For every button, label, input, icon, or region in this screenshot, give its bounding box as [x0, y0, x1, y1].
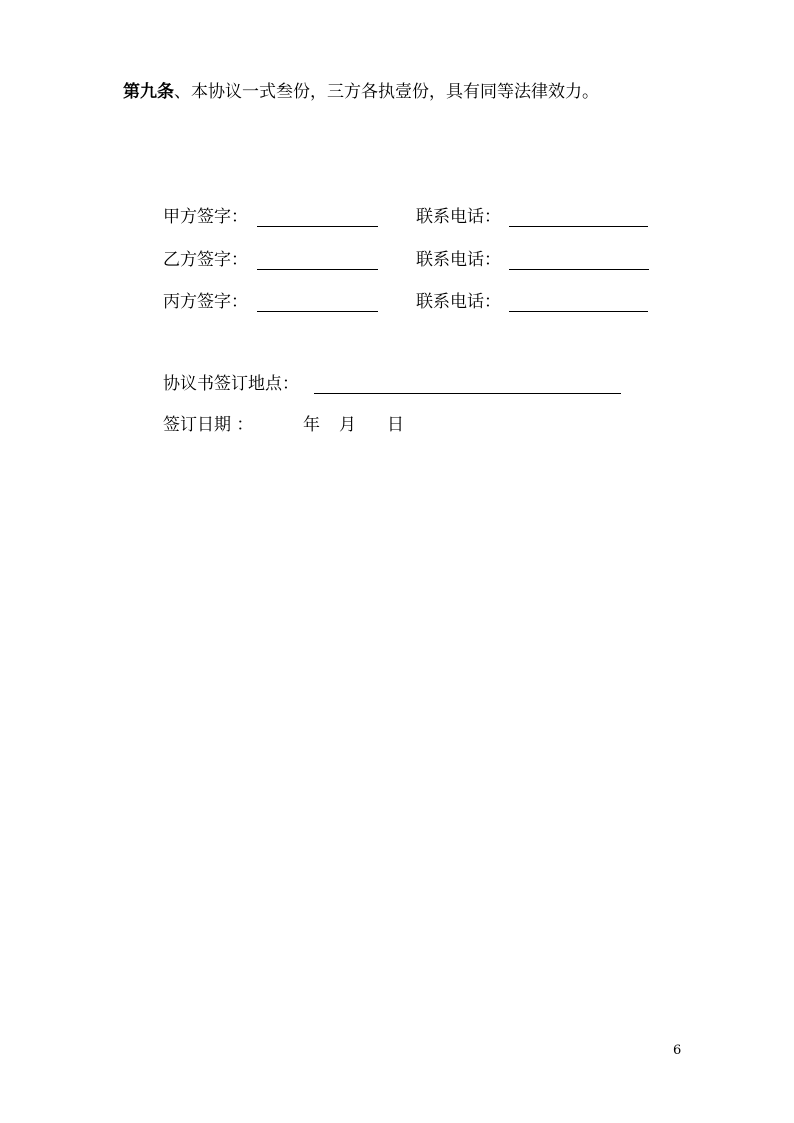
party-a-phone-label: 联系电话：	[416, 207, 501, 227]
party-c-signature-label: 丙方签字：	[163, 292, 248, 312]
article-nine	[123, 80, 599, 104]
signing-date-month: 月	[339, 415, 356, 435]
party-c-signature-blank[interactable]	[257, 311, 378, 312]
page-number: 6	[673, 1043, 682, 1058]
party-b-signature-blank[interactable]	[257, 269, 378, 270]
signing-location-blank[interactable]	[314, 393, 621, 394]
signing-location-label: 协议书签订地点：	[163, 374, 299, 394]
party-b-phone-blank[interactable]	[509, 269, 649, 270]
party-a-signature-label: 甲方签字：	[163, 207, 248, 227]
party-b-signature-label: 乙方签字：	[163, 250, 248, 270]
party-c-phone-blank[interactable]	[509, 311, 648, 312]
signing-date-year: 年	[303, 415, 320, 435]
article-body: 、本协议一式叁份，三方各执壹份，具有同等法律效力。	[174, 82, 599, 102]
party-a-phone-blank[interactable]	[509, 226, 648, 227]
signing-date-day: 日	[387, 415, 404, 435]
signing-date-label: 签订日期 ：	[163, 415, 254, 435]
party-a-signature-blank[interactable]	[257, 226, 378, 227]
party-b-phone-label: 联系电话：	[416, 250, 501, 270]
article-heading: 第九条	[123, 82, 174, 102]
party-c-phone-label: 联系电话：	[416, 292, 501, 312]
